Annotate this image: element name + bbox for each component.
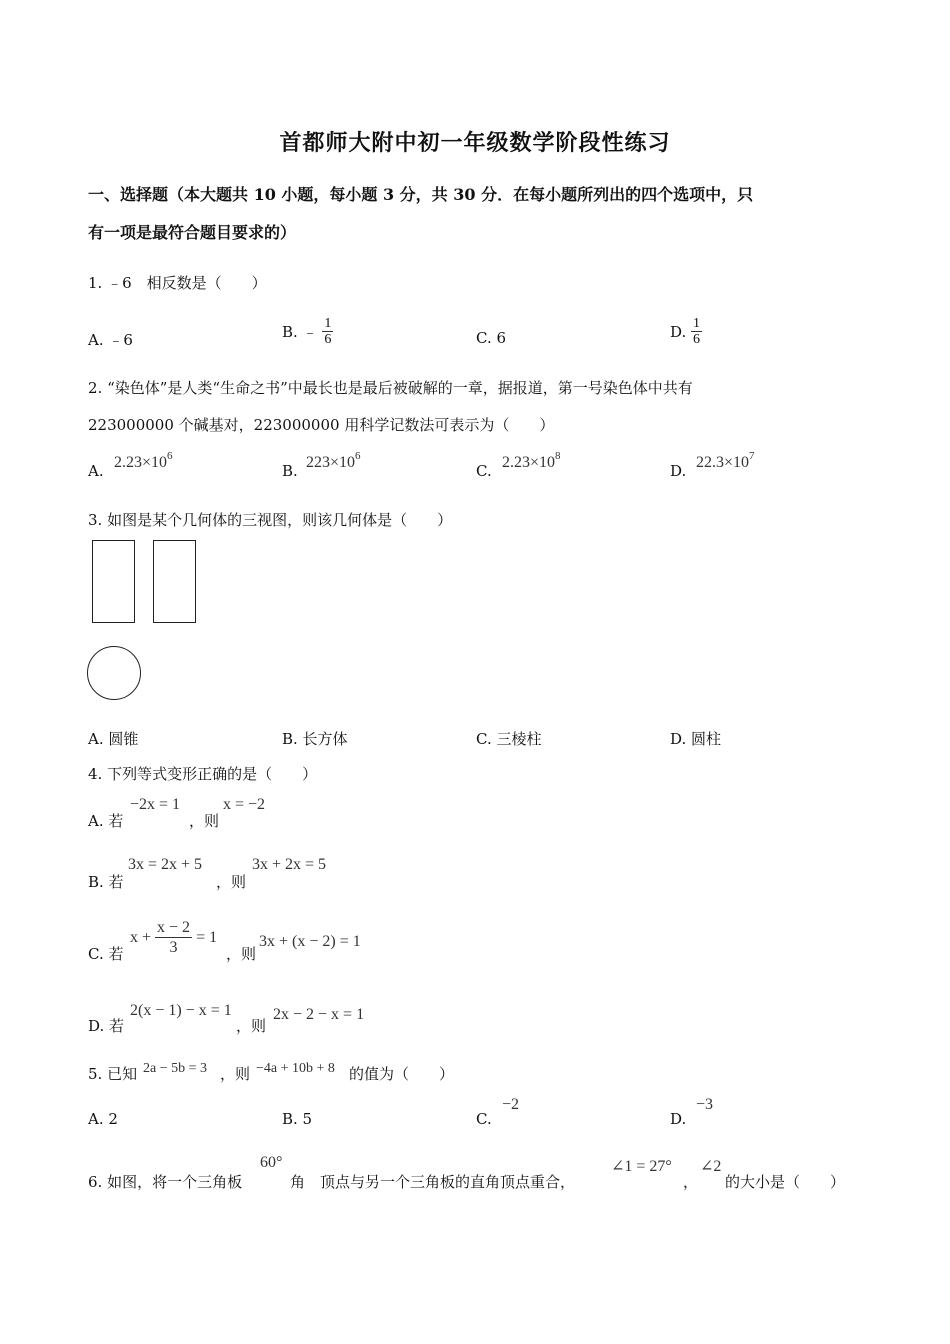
q2-option-a-expr: $2.23\times 10^6$	[114, 450, 173, 471]
q1-option-a: A. ﹣6	[88, 331, 133, 349]
q2-option-a-label: A.	[88, 462, 104, 480]
q4-option-a-condition: −2x = 1	[130, 796, 181, 813]
q4-option-d-condition: 2(x − 1) − x = 1	[130, 1002, 232, 1019]
q1-option-b	[282, 316, 333, 347]
section-heading-line2: 有一项是最符合题目要求的）	[88, 223, 297, 242]
q4-option-d-label: D. 若	[88, 1017, 125, 1035]
q2-option-b-label: B.	[282, 462, 298, 480]
q2-option-d-expr: $22.3\times 10^7$	[696, 450, 755, 471]
q5-suffix: 的值为（ ）	[349, 1065, 455, 1083]
q1-option-d-label: D.	[670, 322, 687, 341]
q4-option-a-result: x = −2	[223, 796, 266, 813]
q3-option-a: A. 圆锥	[88, 730, 139, 748]
q6-suffix: 的大小是（ ）	[725, 1173, 846, 1191]
q5-option-a: A. 2	[88, 1110, 118, 1128]
q2-option-d-label: D.	[670, 462, 687, 480]
q1-option-b-label: B. ﹣	[282, 323, 318, 341]
q4-option-a-then: ，则	[189, 812, 220, 830]
q6-angle-60: 60°	[260, 1154, 283, 1171]
q4-option-b-label: B. 若	[88, 873, 124, 891]
q4-option-a-label: A. 若	[88, 812, 124, 830]
top-view-circle	[87, 646, 141, 700]
q5-option-c-label: C.	[476, 1110, 492, 1128]
q1-option-b-fraction: $\frac{1}{6}$	[324, 316, 332, 347]
q6-middle-text: 角 顶点与另一个三角板的直角顶点重合，	[290, 1173, 576, 1191]
q1-option-d	[670, 316, 702, 347]
question-1-stem: 1. ﹣6 相反数是（ ）	[88, 274, 267, 292]
q3-option-d: D. 圆柱	[670, 730, 722, 748]
q4-option-d-then: ，则	[236, 1017, 267, 1035]
page-title: 首都师大附中初一年级数学阶段性练习	[279, 130, 671, 156]
q1-option-d-fraction: $\frac{1}{6}$	[693, 316, 701, 347]
q5-target-expression: −4a + 10b + 8	[256, 1061, 335, 1076]
q2-option-b-expr: $223\times 10^6$	[306, 450, 361, 471]
question-2-line2: 223000000 个碱基对，223000000 用科学记数法可表示为（ ）	[88, 416, 555, 434]
q4-option-b-then: ，则	[216, 873, 247, 891]
q6-angle-1: ∠1 = 27°	[611, 1158, 672, 1175]
question-6-prefix: 6. 如图，将一个三角板	[88, 1173, 243, 1191]
question-4-stem: 4. 下列等式变形正确的是（ ）	[88, 765, 318, 783]
q5-given-equation: 2a − 5b = 3	[143, 1061, 208, 1076]
front-view-rectangle	[92, 540, 135, 623]
q6-comma: ，	[683, 1173, 699, 1191]
q4-option-c-label: C. 若	[88, 945, 124, 963]
q4-option-c-then: ，则	[226, 945, 257, 963]
side-view-rectangle	[153, 540, 196, 623]
q5-option-d-label: D.	[670, 1110, 687, 1128]
q4-option-c-condition: x + $\frac{x - 2}{3}$ = 1	[130, 919, 218, 956]
section-heading-line1: 一、选择题（本大题共 10 小题，每小题 3 分，共 30 分．在每小题所列出的四个选项中，只	[88, 185, 754, 204]
q2-option-c-label: C.	[476, 462, 492, 480]
q5-then: ，则	[220, 1065, 251, 1083]
question-5-prefix: 5. 已知	[88, 1065, 138, 1083]
q4-option-b-condition: 3x = 2x + 5	[128, 856, 203, 873]
q4-option-d-result: 2x − 2 − x = 1	[273, 1006, 365, 1023]
q5-option-d-value: −3	[696, 1096, 714, 1113]
q3-option-c: C. 三棱柱	[476, 730, 542, 748]
q1-option-c: C. 6	[476, 329, 507, 347]
q4-option-b-result: 3x + 2x = 5	[252, 856, 327, 873]
q3-option-b: B. 长方体	[282, 730, 348, 748]
q6-angle-2: ∠2	[700, 1158, 722, 1175]
q4-option-c-result: 3x + (x − 2) = 1	[259, 933, 361, 950]
q5-option-c-value: −2	[502, 1096, 520, 1113]
q5-option-b: B. 5	[282, 1110, 313, 1128]
question-2-line1: 2. “染色体”是人类“生命之书”中最长也是最后被破解的一章，据报道，第一号染色体中共有	[88, 379, 693, 397]
question-3-stem: 3. 如图是某个几何体的三视图，则该几何体是（ ）	[88, 511, 453, 529]
q2-option-c-expr: $2.23\times 10^8$	[502, 450, 561, 471]
